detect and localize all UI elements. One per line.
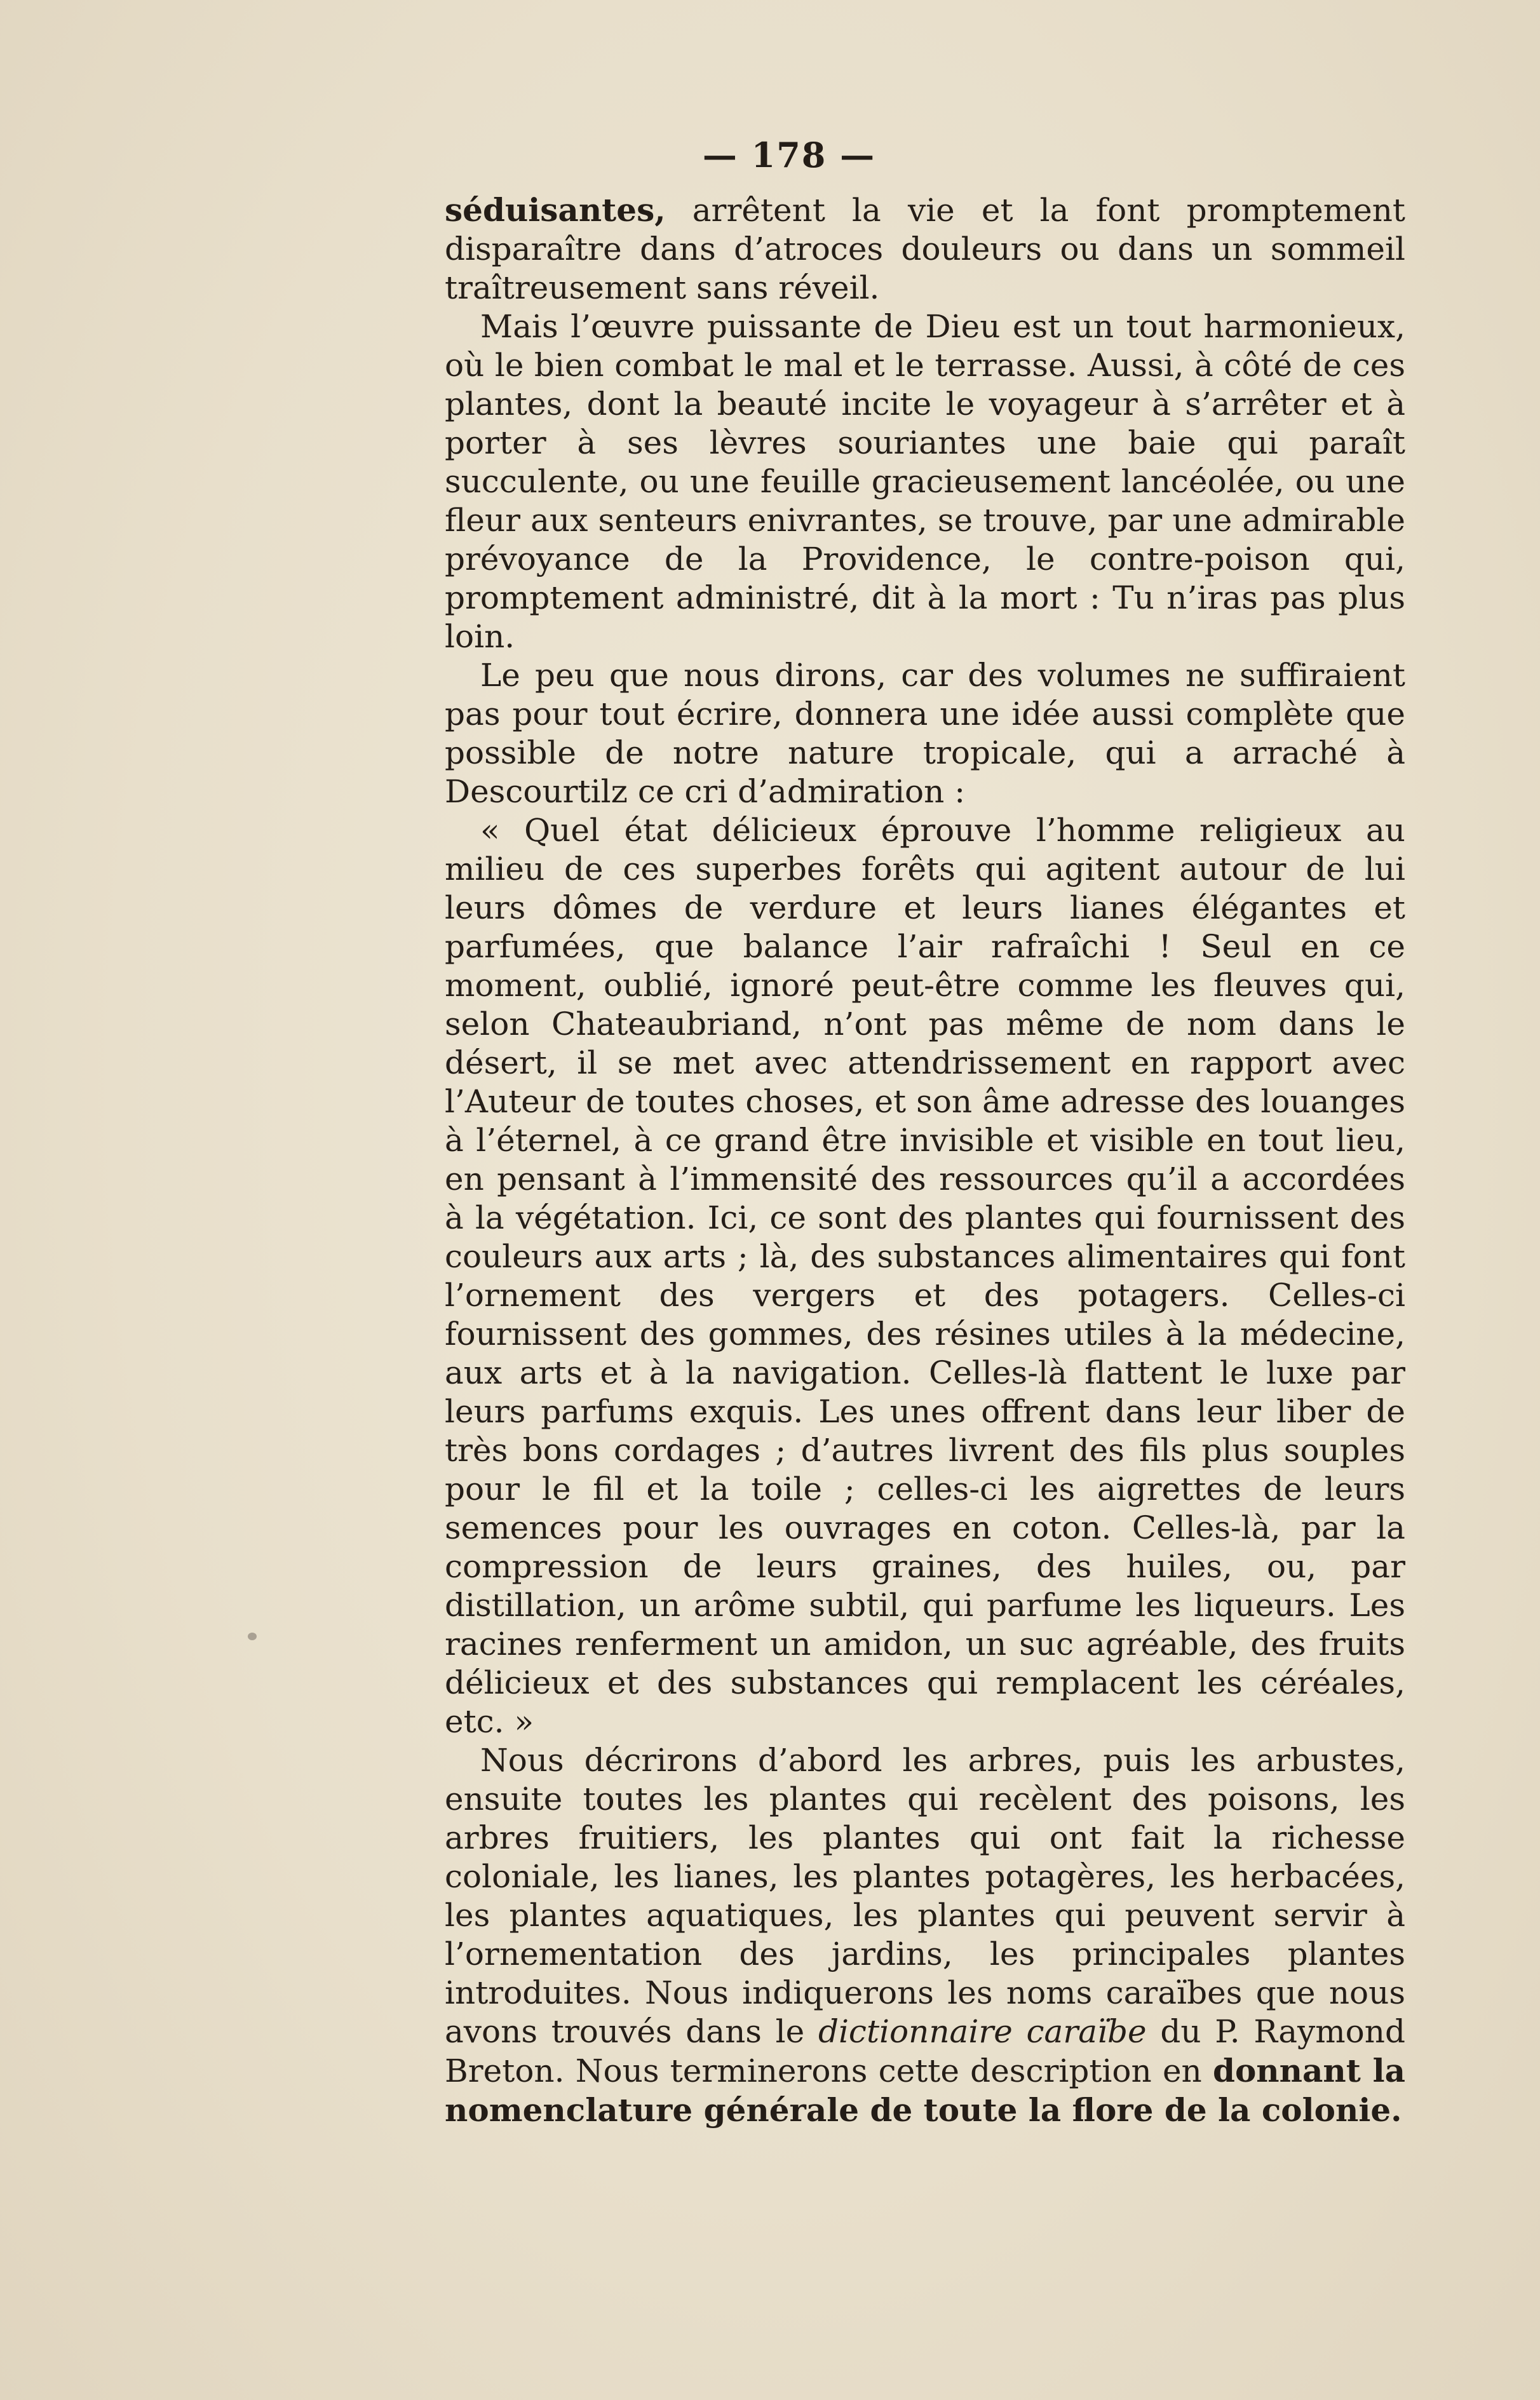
paragraph-1-lead: séduisantes,	[445, 191, 666, 229]
paragraph-5-text-b: du P. Raymond Breton. Nous terminerons cette description en	[445, 2013, 1405, 2089]
ink-speck	[248, 1633, 257, 1640]
paragraph-2: Mais l’œuvre puissante de Dieu est un tout harmonieux, où le bien combat le mal et le terrasse. Aussi, à côté de ces plantes, dont la beauté incite le voyageur à s’arrêter et à porter à ses lèvres souriantes une baie qui paraît succulente, ou une feuille gracieusement lancéolée, ou une fleur aux senteurs enivrantes, se trouve, par une admirable prévoyance de la Providence, le contre-poison qui, promptement administré, dit à la mort : Tu n’iras pas plus loin.	[445, 308, 1405, 655]
quotation-paragraph: « Quel état délicieux éprouve l’homme religieux au milieu de ces superbes forêts qui agitent autour de lui leurs dômes de verdure et leurs lianes élégantes et parfumées, que balance l’air rafraîchi ! Seul en ce moment, oublié, ignoré peut-être comme les fleuves qui, selon Chateaubriand, n’ont pas même de nom dans le désert, il se met avec attendrissement en rapport avec l’Auteur de toutes choses, et son âme adresse des louanges à l’éternel, à ce grand être invisible et visible en tout lieu, en pensant à l’immensité des ressources qu’il a accordées à la végétation. Ici, ce sont des plantes qui fournissent des couleurs aux arts ; là, des substances alimentaires qui font l’ornement des vergers et des potagers. Celles-ci fournissent des gommes, des résines utiles à la médecine, aux arts et à la navigation. Celles-là flattent le luxe par leurs parfums exquis. Les unes offrent dans leur liber de très bons cordages ; d’autres livrent des fils plus souples pour le fil et la toile ; celles-ci les aigrettes de leurs semences pour les ouvrages en coton. Celles-là, par la compression de leurs graines, des huiles, ou, par distillation, un arôme subtil, qui parfume les liqueurs. Les racines renferment un amidon, un suc agréable, des fruits délicieux et des substances qui remplacent les céréales, etc. »	[445, 812, 1405, 1740]
paragraph-5-text-a: Nous décrirons d’abord les arbres, puis les arbustes, ensuite toutes les plantes qui recèlent des poisons, les arbres fruitiers, les plantes qui ont fait la richesse coloniale, les lianes, les plantes potagères, les herbacées, les plantes aquatiques, les plantes qui peuvent servir à l’ornementation des jardins, les principales plantes introduites. Nous indiquerons les noms caraïbes que nous avons trouvés dans le	[445, 1742, 1405, 2050]
paragraph-1-text: arrêtent la vie et la font promptement disparaître dans d’atroces douleurs ou dans un sommeil traîtreusement sans réveil.	[445, 192, 1405, 306]
page-number: — 178 —	[702, 135, 876, 175]
body-text	[445, 191, 1405, 2130]
paragraph-1	[445, 191, 1405, 307]
paragraph-5	[445, 1741, 1405, 2130]
paragraph-3: Le peu que nous dirons, car des volumes ne suffiraient pas pour tout écrire, donnera une idée aussi complète que possible de notre nature tropicale, qui a arraché à Descourtilz ce cri d’admiration :	[445, 657, 1405, 810]
paragraph-5-closing: donnant la nomenclature générale de toute la flore de la colonie.	[445, 2052, 1405, 2129]
dictionary-title: dictionnaire caraïbe	[818, 2013, 1147, 2050]
